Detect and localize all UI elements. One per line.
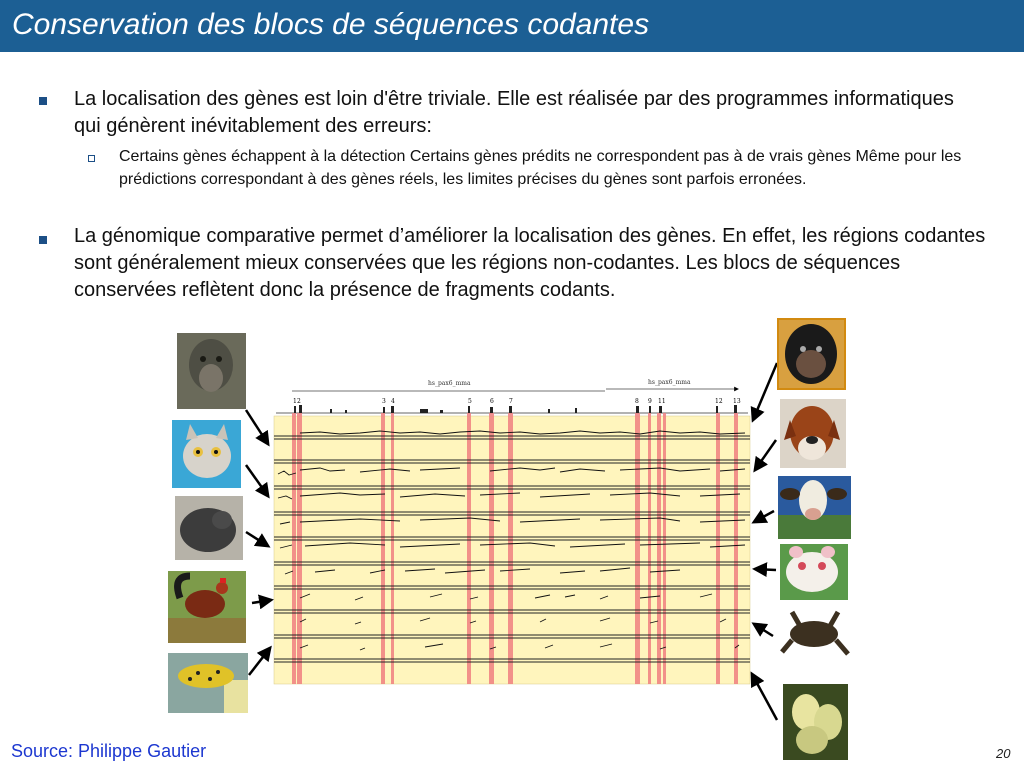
exon-label: 13	[733, 398, 741, 405]
arrows-left	[246, 410, 271, 675]
frog-photo	[778, 604, 854, 668]
exon-label: 9	[648, 398, 652, 405]
bullet-1-text: La localisation des gènes est loin d'être triviale. Elle est réalisée par des programmes informatiques qui génèrent inévitablement des erreurs:	[74, 88, 954, 137]
transcript-label-1: hs_pax6_mma	[428, 380, 471, 387]
exon-labels	[293, 398, 741, 405]
plant-photo	[783, 684, 848, 760]
chinchilla-photo	[175, 496, 243, 560]
gene-track-bumps	[294, 405, 737, 413]
cat-photo	[172, 420, 241, 488]
exon-label: 1	[293, 398, 297, 405]
slide-title: Conservation des blocs de séquences codantes	[12, 8, 650, 41]
rooster-photo	[168, 571, 246, 643]
dog-photo	[780, 399, 846, 468]
exon-label: 8	[635, 398, 639, 405]
sub-bullet-text: Certains gènes échappent à la détection Certains gènes prédits ne correspondent pas à de vrais gènes Même pour les prédictions correspondant à des gènes réels, les limites précises du gènes sont parfois erronées.	[119, 148, 962, 188]
exon-label: 6	[490, 398, 494, 405]
exon-label: 7	[509, 398, 513, 405]
exon-label: 2	[297, 398, 301, 405]
exon-label: 5	[468, 398, 472, 405]
transcript-label-2: hs_pax6_mma	[648, 379, 691, 386]
page-number: 20	[996, 746, 1011, 761]
baboon-photo	[177, 333, 246, 409]
exon-label: 4	[391, 398, 395, 405]
exon-label: 11	[658, 398, 666, 405]
cow-photo	[778, 476, 851, 539]
rat-photo	[780, 544, 848, 600]
exon-label: 12	[715, 398, 723, 405]
exon-label: 3	[382, 398, 386, 405]
chimpanzee-photo	[777, 318, 846, 390]
source-credit: Source: Philippe Gautier	[11, 741, 207, 761]
bullet-2-text: La génomique comparative permet d’améliorer la localisation des gènes. En effet, les régions codantes sont généralement mieux conservées que les régions non-codantes. Les blocs de séquences conservées reflètent donc la présence de fragments codants.	[74, 225, 986, 301]
pufferfish-photo	[168, 653, 248, 713]
arrows-right	[752, 363, 777, 720]
